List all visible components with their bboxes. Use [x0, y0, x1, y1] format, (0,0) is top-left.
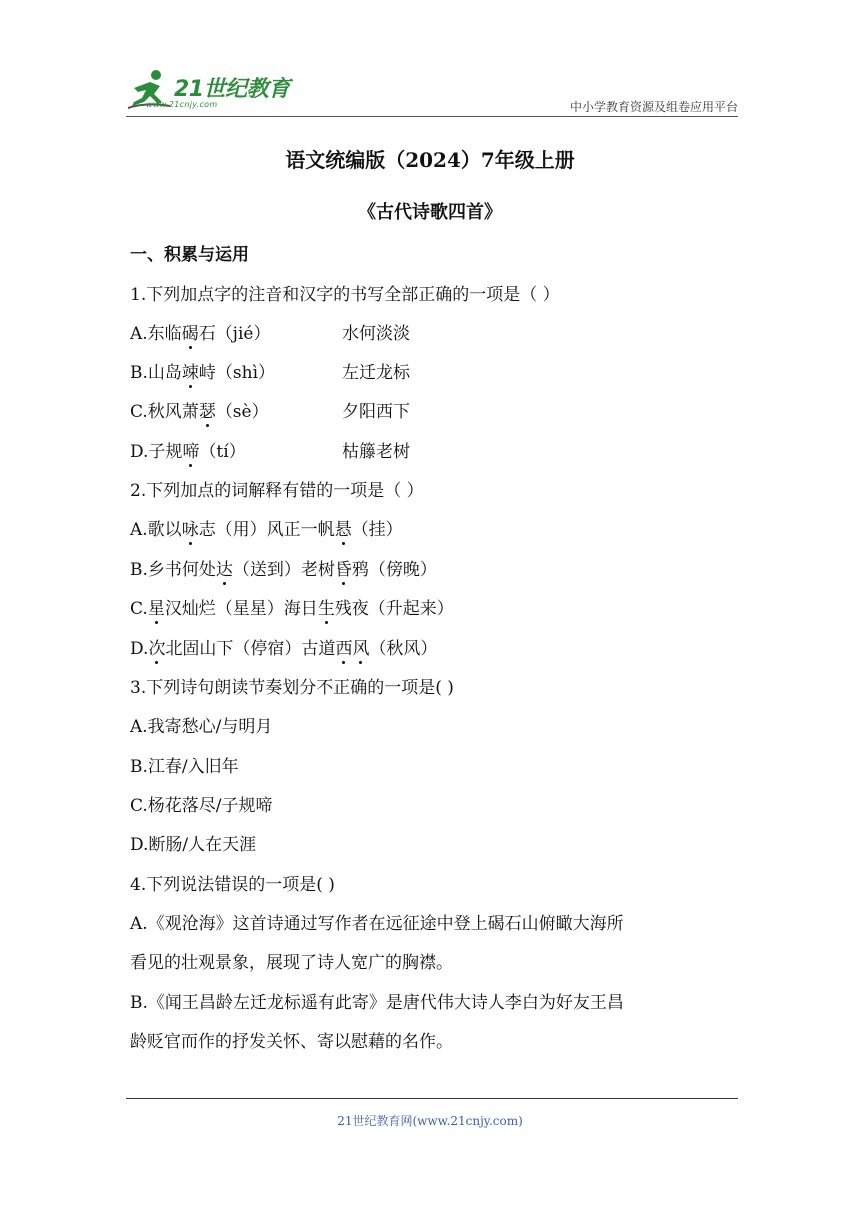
- q1-option-a: A.东临碣石（jié） 水何淡淡: [130, 324, 410, 344]
- q2-option-a: A.歌以咏志（用）风正一帆悬（挂）: [130, 520, 403, 540]
- q1-option-c: C.秋风萧瑟（sè） 夕阳西下: [130, 402, 410, 422]
- q1-stem: 1.下列加点字的注音和汉字的书写全部正确的一项是（ ）: [130, 285, 560, 305]
- q4-option-a-line2: 看见的壮观景象，展现了诗人宽广的胸襟。: [130, 953, 453, 973]
- q2-option-d: D.次北固山下（停宿）古道西风（秋风）: [130, 639, 438, 659]
- q3-option-c: C.杨花落尽/子规啼: [130, 796, 273, 816]
- q2-option-b: B.乡书何处达（送到）老树昏鸦（傍晚）: [130, 560, 437, 580]
- q3-option-b: B.江春/入旧年: [130, 757, 239, 777]
- q4-stem: 4.下列说法错误的一项是( ): [130, 875, 335, 895]
- footer-divider: [126, 1098, 738, 1099]
- q3-option-d: D.断肠/人在天涯: [130, 835, 257, 855]
- page-title: 语文统编版（2024）7年级上册: [285, 148, 575, 172]
- header-platform-text: 中小学教育资源及组卷应用平台: [569, 100, 738, 114]
- q4-option-a-line1: A.《观沧海》这首诗通过写作者在远征途中登上碣石山俯瞰大海所: [130, 914, 624, 934]
- q4-option-b-line2: 龄贬官而作的抒发关怀、寄以慰藉的名作。: [130, 1032, 453, 1052]
- q3-stem: 3.下列诗句朗读节奏划分不正确的一项是( ): [130, 678, 454, 698]
- q2-option-c: C.星汉灿烂（星星）海日生残夜（升起来）: [130, 599, 454, 619]
- section-heading: 一、积累与运用: [130, 245, 249, 265]
- q2-stem: 2.下列加点的词解释有错的一项是（ ）: [130, 481, 424, 501]
- footer-link[interactable]: 21世纪教育网(www.21cnjy.com): [337, 1114, 523, 1128]
- logo-text: 21世纪教育: [174, 77, 290, 102]
- logo: [126, 66, 296, 114]
- header-divider: [126, 116, 738, 117]
- q3-option-a: A.我寄愁心/与明月: [130, 717, 273, 737]
- page-header: [126, 66, 738, 118]
- logo-url: www.21cnjy.com: [146, 100, 218, 109]
- q1-option-b: B.山岛竦峙（shì） 左迁龙标: [130, 363, 410, 383]
- q4-option-b-line1: B.《闻王昌龄左迁龙标遥有此寄》是唐代伟大诗人李白为好友王昌: [130, 993, 624, 1013]
- page-subtitle: 《古代诗歌四首》: [358, 202, 502, 223]
- q1-option-d: D.子规啼（tí） 枯籐老树: [130, 442, 410, 462]
